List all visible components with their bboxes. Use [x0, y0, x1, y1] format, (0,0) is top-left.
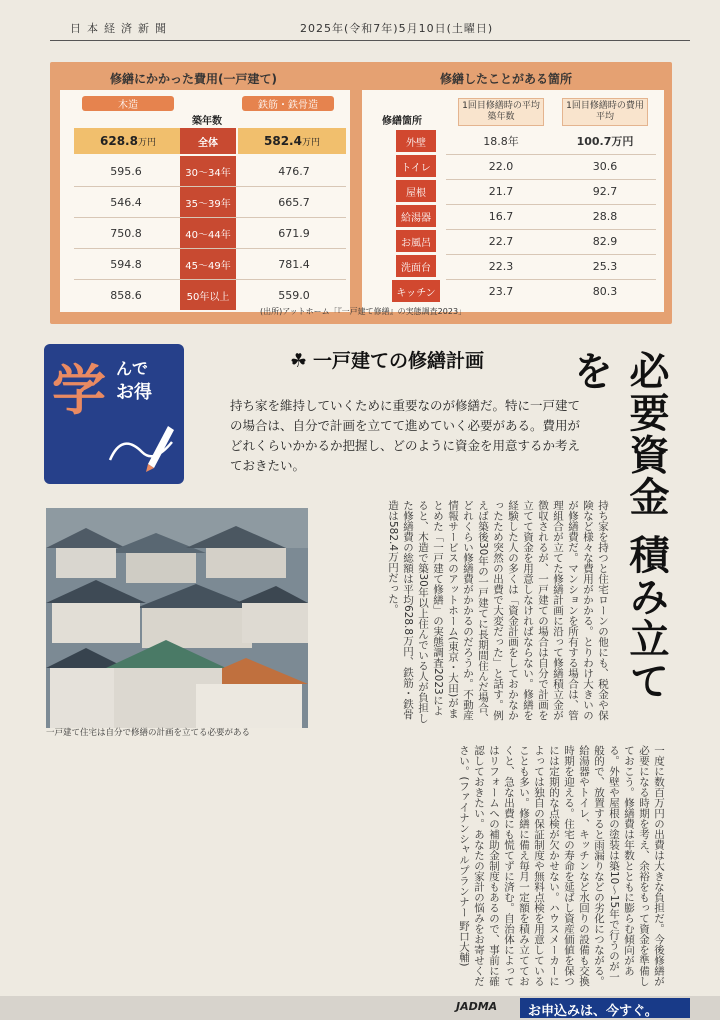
newspaper-name: 日本経済新聞: [70, 22, 172, 35]
column-header-wood: 木造: [82, 96, 174, 111]
table-cell-age: 16.7: [488, 209, 514, 223]
table-cell-place: 外壁: [396, 130, 436, 152]
table-cell-cost: 25.3: [592, 259, 618, 273]
houses-illustration: [46, 508, 308, 728]
photo-caption: 一戸建て住宅は自分で修繕の計画を立てる必要がある: [46, 728, 251, 738]
table-cell-wood-total: 628.8 万円: [74, 128, 182, 154]
article-body-2: 一度に数百万円の出費は大きな負担だ。今後修繕が必要になる時期を考え、余裕をもって資金を準備しておこう。修繕費は年数とともに膨らむ傾向がある。外壁や屋根の塗装は築10〜15年で行うのが一般的で、放置すると雨漏りなどの劣化につながる。給湯器やトイレ、キッチンなど水回りの設備も交換時期を迎える。住宅の寿命を延ばし資産価値を保つには定期的な点検が欠かせない。ハウスメーカーによっては独自の保証制度や無料点検を用意していることも多い。修繕に備え毎月一定額を積み立てておくと、急な出費にも慌てずに済む。自治体によってはリフォームへの補助金制度もあるので、事前に確認しておきたい。あなたの家計の悩みをお寄せください。(ファイナンシャルプランナー 野口大輔): [458, 745, 665, 987]
table-cell-cost: 80.3: [592, 284, 618, 298]
repair-location-table: [362, 90, 664, 312]
table-cell-cost: 92.7: [592, 184, 618, 198]
table-cell-steel: 559.0: [278, 288, 310, 302]
right-panel-title: 修繕したことがある箇所: [440, 72, 573, 86]
column-header-years: 築年数: [192, 115, 222, 127]
table-cell-age: 22.3: [488, 259, 514, 273]
issue-date: 2025年(令和7年)5月10日(土曜日): [300, 22, 494, 35]
ad-logo: JADMA: [456, 1000, 498, 1013]
table-cell-wood: 750.8: [110, 226, 142, 240]
table-cell-place: 洗面台: [396, 255, 436, 277]
table-cell-age: 21.7: [488, 184, 514, 198]
repair-cost-table: [60, 90, 350, 312]
badge-kanji: 学: [52, 358, 106, 422]
table-cell-place: 給湯器: [396, 205, 436, 227]
table-cell-wood: 595.6: [110, 164, 142, 178]
table-cell-wood: 858.6: [110, 288, 142, 302]
table-cell-cost: 28.8: [592, 209, 618, 223]
table-cell-place: キッチン: [392, 280, 440, 302]
table-cell-place: お風呂: [396, 230, 436, 252]
table-cell-steel: 665.7: [278, 195, 310, 209]
table-cell-steel: 781.4: [278, 257, 310, 271]
pen-icon: [102, 412, 178, 476]
table-cell-cost: 82.9: [592, 234, 618, 248]
badge-text-2: お得: [116, 382, 152, 403]
vertical-headline: 必要資金 積み立てを: [567, 350, 670, 702]
table-cell-steel-total: 582.4 万円: [238, 128, 346, 154]
series-badge: [44, 344, 184, 484]
table-cell-age: 22.0: [488, 159, 514, 173]
table-cell-cost: 30.6: [592, 159, 618, 173]
badge-text-1: んで: [116, 359, 149, 378]
masthead: [70, 14, 670, 42]
table-cell-place: 屋根: [396, 180, 436, 202]
houses-photo: [46, 508, 308, 728]
article-body-1: 持ち家を持つと住宅ローンの他にも、税金や保険など様々な費用がかかる。とりわけ大きいのが修繕費だ。マンションを所有する場合は、管理組合が立てた修繕計画に沿って修繕積立金が徴収されるが、一戸建ての場合は自分で計画を立てて資金を用意しなければならない。修繕を経験した人の多くは「資金計画をしておかなかったため突然の出費で大変だった」と話す。例えば築後30年の一戸建てに長期間住んだ場合、どれくらい修繕費がかかるのだろうか。不動産情報サービスのアットホーム(東京・大田)がまとめた「一戸建て修繕」の実態調査2023によると、木造で築30年以上住んでいる人が負担した修繕費の総額は平均628.8万円、鉄筋・鉄骨造は582.4万円だった。: [387, 500, 609, 724]
ad-banner: お申込みは、今すぐ。: [520, 998, 690, 1018]
table-cell-cost: 100.7万円: [576, 135, 634, 148]
column-header-steel: 鉄筋・鉄骨造: [242, 96, 334, 111]
column-header-place: 修繕箇所: [382, 115, 422, 127]
article-headline: ☘ 一戸建ての修繕計画: [290, 350, 485, 372]
lead-paragraph: 持ち家を維持していくために重要なのが修繕だ。特に一戸建ての場合は、自分で計画を立てて進めていく必要がある。費用がどれくらいかかるか把握し、どのように資金を用意するか考えておきたい。: [230, 398, 581, 473]
source-note: (出所)アットホーム「『一戸建て修繕』の実態調査2023」: [260, 307, 467, 316]
table-cell-steel: 476.7: [278, 164, 310, 178]
table-cell-age: 23.7: [488, 284, 514, 298]
infographic-box: [50, 62, 672, 324]
table-cell-place: トイレ: [396, 155, 436, 177]
table-cell-years: 50年以上: [180, 280, 236, 310]
column-header-age: 1回目修繕時の平均築年数: [458, 98, 544, 126]
column-header-cost: 1回目修繕時の費用平均: [562, 98, 648, 126]
masthead-rule: [50, 40, 690, 41]
table-cell-age: 22.7: [488, 234, 514, 248]
left-panel-title: 修繕にかかった費用(一戸建て): [110, 72, 277, 86]
table-cell-years-total: 全体: [180, 128, 236, 154]
table-cell-wood: 594.8: [110, 257, 142, 271]
table-cell-years: 40〜44年: [180, 218, 236, 248]
table-cell-years: 35〜39年: [180, 187, 236, 217]
table-cell-wood: 546.4: [110, 195, 142, 209]
table-cell-age: 18.8年: [483, 135, 519, 148]
footer-ad-strip: [0, 996, 720, 1020]
table-cell-years: 45〜49年: [180, 249, 236, 279]
table-cell-steel: 671.9: [278, 226, 310, 240]
clover-icon: ☘: [290, 350, 308, 372]
table-cell-years: 30〜34年: [180, 156, 236, 186]
